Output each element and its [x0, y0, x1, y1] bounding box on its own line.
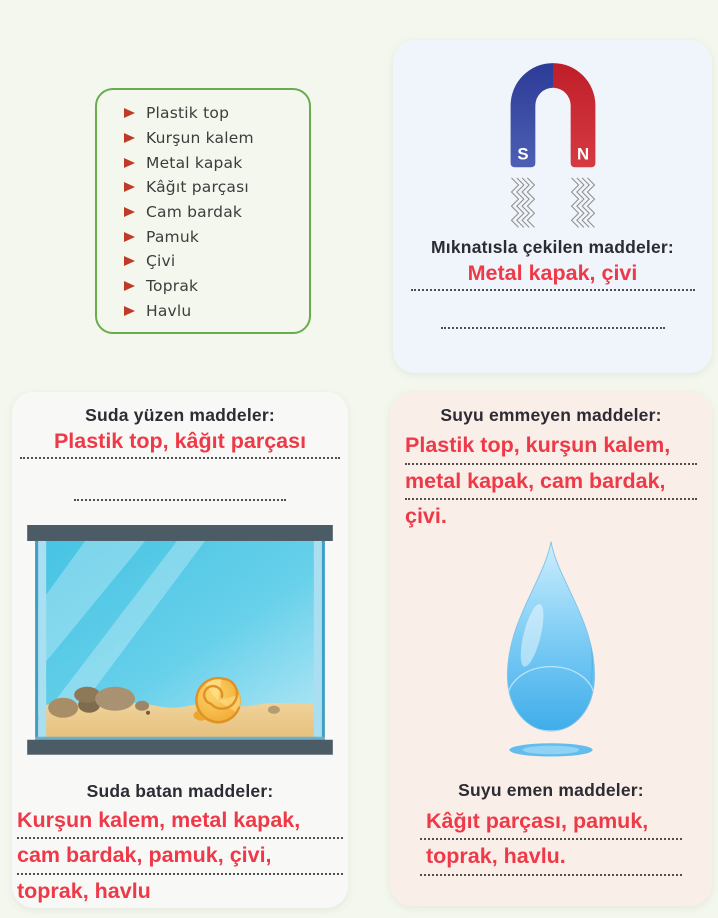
sink-question-label: Suda batan maddeler:	[86, 780, 274, 801]
list-item	[124, 224, 309, 249]
list-item	[124, 274, 309, 299]
tank-right-frame	[322, 541, 325, 739]
material-label: Cam bardak	[146, 203, 243, 222]
list-item	[124, 126, 309, 151]
answer-line[interactable]: Kâğıt parçası, pamuk,	[420, 805, 682, 841]
answer-line[interactable]: metal kapak, cam bardak,	[405, 465, 697, 501]
magnet-pole-n-label: N	[576, 144, 589, 164]
triangle-bullet-icon	[124, 256, 135, 266]
answer-line[interactable]: Plastik top, kâğıt parçası	[20, 428, 340, 459]
tank-sand	[35, 703, 325, 739]
tank-top-frame	[27, 525, 333, 541]
answer-line[interactable]: Plastik top, kurşun kalem,	[405, 429, 697, 465]
material-label: Kâğıt parçası	[146, 178, 249, 197]
triangle-bullet-icon	[124, 108, 135, 118]
sink-answer-lines	[12, 804, 348, 909]
tank-bottom-frame	[27, 740, 333, 755]
answer-line[interactable]: toprak, havlu	[17, 878, 151, 903]
list-item	[124, 200, 309, 225]
magnet-card	[393, 40, 712, 373]
float-question-label: Suda yüzen maddeler:	[85, 405, 275, 425]
triangle-bullet-icon	[124, 306, 135, 316]
aquarium-illustration	[26, 525, 334, 755]
magnet-answer-lines	[411, 260, 695, 291]
water-float-sink-card	[12, 392, 348, 908]
nonabsorb-answer-lines	[390, 429, 712, 534]
blank-answer-line[interactable]	[441, 301, 665, 329]
magnet-question-label: Mıknatısla çekilen maddeler:	[431, 236, 674, 257]
horseshoe-magnet-illustration	[500, 56, 606, 233]
absorb-answer-lines	[420, 805, 682, 876]
float-answer-lines	[20, 428, 340, 459]
magnetic-field-lines-icon	[511, 178, 594, 227]
material-label: Toprak	[146, 277, 199, 296]
triangle-bullet-icon	[124, 232, 135, 242]
triangle-bullet-icon	[124, 182, 135, 192]
magnet-pole-s-label: S	[516, 144, 529, 164]
material-label: Çivi	[146, 252, 176, 271]
materials-list-box	[95, 88, 311, 334]
tank-left-frame	[35, 541, 38, 739]
material-label: Plastik top	[146, 104, 230, 123]
material-label: Pamuk	[146, 227, 200, 246]
material-label: Kurşun kalem	[146, 129, 254, 148]
answer-line[interactable]: çivi.	[405, 504, 447, 528]
triangle-bullet-icon	[124, 133, 135, 143]
list-item	[124, 101, 309, 126]
triangle-bullet-icon	[124, 158, 135, 168]
triangle-bullet-icon	[124, 281, 135, 291]
answer-line[interactable]: Metal kapak, çivi	[411, 260, 695, 291]
water-drop-illustration	[480, 536, 622, 758]
drop-body	[507, 541, 594, 730]
material-label: Havlu	[146, 301, 192, 320]
list-item	[124, 150, 309, 175]
list-item	[124, 249, 309, 274]
material-label: Metal kapak	[146, 153, 243, 172]
water-absorb-card	[390, 392, 712, 906]
answer-line[interactable]: toprak, havlu.	[420, 840, 682, 876]
answer-line[interactable]: cam bardak, pamuk, çivi,	[17, 839, 343, 875]
list-item	[124, 299, 309, 324]
blank-answer-line[interactable]	[74, 471, 286, 501]
magnet-body	[510, 63, 595, 167]
answer-line[interactable]: Kurşun kalem, metal kapak,	[17, 804, 343, 840]
materials-list	[97, 101, 309, 323]
nonabsorb-question-label: Suyu emmeyen maddeler:	[440, 405, 662, 425]
absorb-question-label: Suyu emen maddeler:	[458, 779, 644, 800]
triangle-bullet-icon	[124, 207, 135, 217]
list-item	[124, 175, 309, 200]
